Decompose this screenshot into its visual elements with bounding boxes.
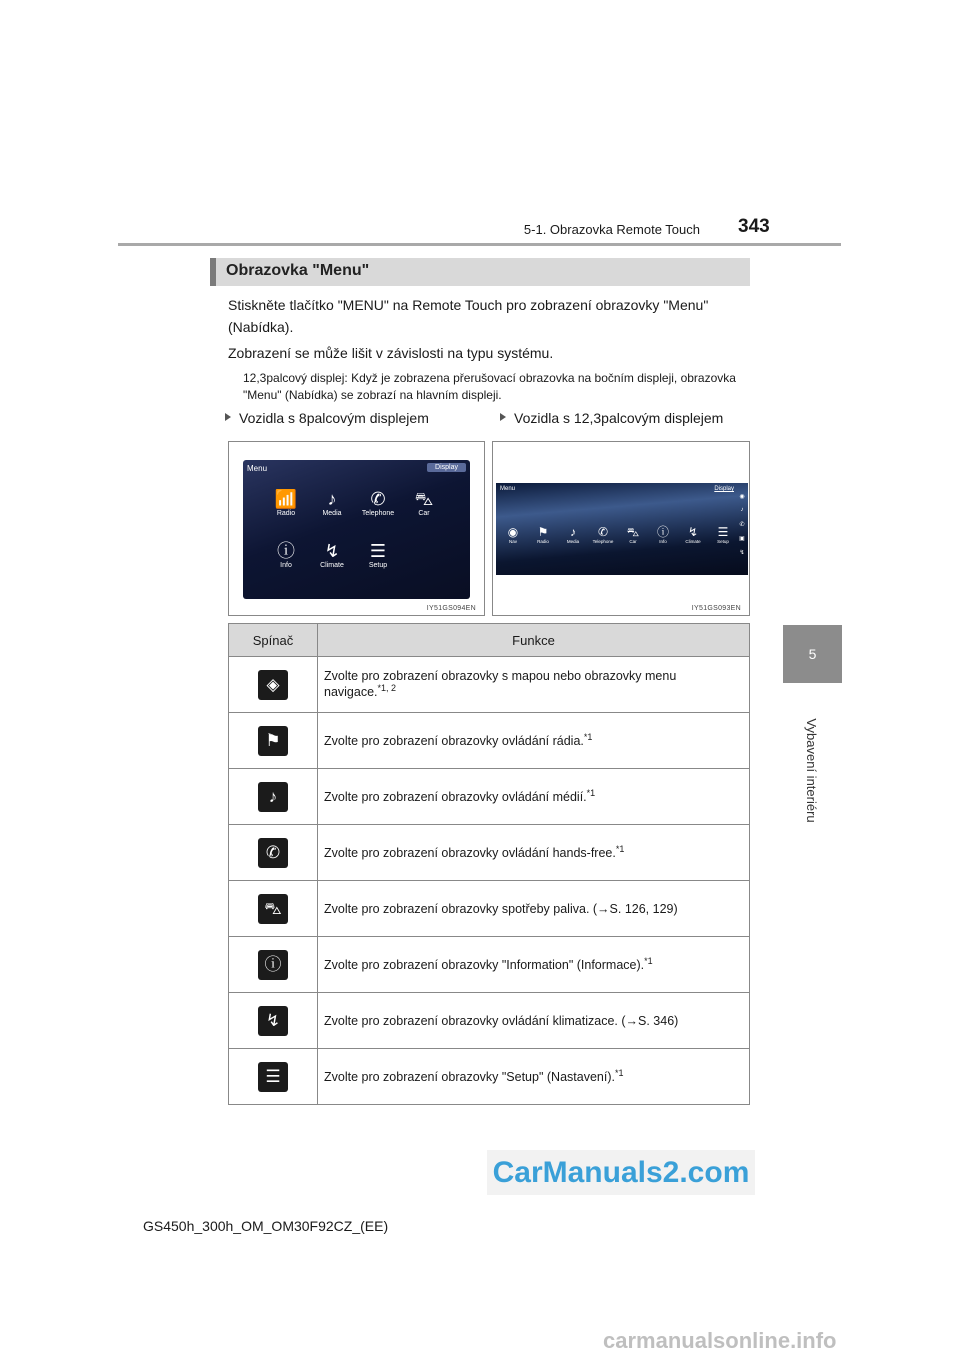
info-icon: ⓘ: [656, 525, 669, 539]
footnote-ref: *1: [583, 732, 593, 743]
chapter-number: 5: [808, 646, 817, 662]
telephone-icon: ✆: [370, 489, 386, 509]
info-item: ⓘ Info: [648, 525, 678, 544]
radio-icon: 📶: [274, 489, 298, 509]
climate-icon: ↯: [687, 525, 699, 539]
row-text: Zvolte pro zobrazení obrazovky s mapou nebo obrazovky menu navigace.: [324, 669, 677, 700]
media-item: ♪ Media: [558, 525, 588, 544]
footnote-ref: *1: [615, 844, 625, 855]
media-icon: ♪: [570, 525, 576, 539]
table-row: [229, 1049, 750, 1105]
radio-icon: ⚑: [537, 525, 549, 539]
car-icon: ⛍: [414, 489, 434, 509]
side-climate-icon: ↯: [739, 550, 745, 556]
radio-item: ⚑ Radio: [528, 525, 558, 544]
radio-icon: ⚑: [258, 726, 288, 756]
climate-icon: ↯: [258, 1006, 288, 1036]
row-text: Zvolte pro zobrazení obrazovky ovládání hands-free.: [324, 846, 616, 861]
function-table: [228, 623, 750, 1105]
footnote-ref: *1: [644, 956, 653, 967]
variation-paragraph: Zobrazení se může lišit v závislosti na typu systému.: [228, 345, 554, 361]
display-button: Display: [714, 486, 734, 492]
menu-screen-12inch: [496, 483, 748, 575]
display-button: Display: [427, 463, 466, 472]
row-text: Zvolte pro zobrazení obrazovky ovládání klimatizace. (→S. 346): [324, 1014, 679, 1029]
setup-icon: ☰: [258, 1062, 288, 1092]
table-row: [229, 993, 750, 1049]
column-header-switch: Spínač: [229, 624, 318, 657]
setup-item: ☰ Setup: [355, 540, 401, 569]
screenshot-12inch: [492, 441, 750, 616]
navigation-icon: ◉: [507, 525, 519, 539]
chapter-tab: [783, 625, 842, 683]
page-number: 343: [738, 216, 770, 237]
setup-item: ☰ Setup: [708, 525, 738, 544]
telephone-icon: ✆: [258, 838, 288, 868]
telephone-item: ✆ Telephone: [588, 525, 618, 544]
climate-icon: ↯: [324, 541, 340, 561]
section-heading: [210, 258, 750, 286]
watermark-link[interactable]: CarManuals2.com: [487, 1150, 755, 1195]
navigation-icon: ◈: [258, 670, 288, 700]
section-title: 5-1. Obrazovka Remote Touch: [523, 222, 700, 237]
section-heading-text: Obrazovka "Menu": [226, 262, 370, 279]
car-icon: ⛍: [626, 525, 640, 539]
image-code: IY51GS094EN: [426, 605, 476, 612]
row-text: Zvolte pro zobrazení obrazovky ovládání rádia.: [324, 734, 584, 749]
side-media-icon: ♪: [740, 507, 744, 513]
car-item: ⛍ Car: [618, 525, 648, 544]
table-row: [229, 881, 750, 937]
image-code: IY51GS093EN: [691, 605, 741, 612]
menu-title: Menu: [500, 486, 516, 492]
watermark-footer: carmanualsonline.info: [603, 1328, 837, 1353]
subhead-8inch: Vozidla s 8palcovým displejem: [225, 410, 429, 426]
chapter-label: Vybavení interiéru: [804, 718, 819, 823]
row-text: Zvolte pro zobrazení obrazovky "Information" (Informace).: [324, 958, 645, 973]
climate-item: ↯ Climate: [309, 540, 355, 569]
setup-icon: ☰: [717, 525, 729, 539]
triangle-bullet-icon: [225, 413, 231, 421]
table-row: [229, 769, 750, 825]
row-text: Zvolte pro zobrazení obrazovky "Setup" (Nastavení).: [324, 1070, 615, 1085]
footnote-ref: *1: [586, 788, 596, 799]
table-row: [229, 937, 750, 993]
car-item: ⛍ Car: [401, 488, 447, 517]
table-row: [229, 825, 750, 881]
row-text: Zvolte pro zobrazení obrazovky spotřeby paliva. (→S. 126, 129): [324, 902, 678, 917]
telephone-item: ✆ Telephone: [355, 488, 401, 517]
nav-item: ◉ Nav: [498, 525, 528, 544]
column-header-function: Funkce: [318, 624, 750, 657]
row-text: Zvolte pro zobrazení obrazovky ovládání médií.: [324, 790, 587, 805]
radio-item: 📶 Radio: [263, 488, 309, 517]
table-header-row: [229, 624, 750, 657]
display-note: 12,3palcový displej: Když je zobrazena přerušovací obrazovka na bočním displeji, obrazovka "Menu" (Nabídka) se zobrazí na hlavním displeji.: [243, 371, 736, 402]
side-home-icon: ◉: [739, 494, 745, 500]
info-icon: ⓘ: [277, 541, 295, 561]
menu-title: Menu: [247, 464, 268, 473]
media-icon: ♪: [327, 489, 337, 509]
screenshot-8inch: [228, 441, 485, 616]
intro-paragraph: Stiskněte tlačítko "MENU" na Remote Touch pro zobrazení obrazovky "Menu" (Nabídka).: [228, 297, 709, 335]
side-info-icon: ▣: [739, 536, 745, 542]
telephone-icon: ✆: [597, 525, 609, 539]
footnote-ref: *1: [614, 1068, 624, 1079]
info-icon: ⓘ: [258, 950, 288, 980]
media-item: ♪ Media: [309, 488, 355, 517]
car-icon: ⛍: [258, 894, 288, 924]
table-row: [229, 713, 750, 769]
info-item: ⓘ Info: [263, 540, 309, 569]
triangle-bullet-icon: [500, 413, 506, 421]
setup-icon: ☰: [369, 541, 387, 561]
media-icon: ♪: [258, 782, 288, 812]
footnote-ref: *1, 2: [377, 683, 397, 694]
menu-screen-8inch: [243, 460, 470, 599]
subhead-12inch: Vozidla s 12,3palcovým displejem: [500, 410, 723, 426]
climate-item: ↯ Climate: [678, 525, 708, 544]
header-rule: [118, 243, 841, 246]
document-code: GS450h_300h_OM_OM30F92CZ_(EE): [143, 1218, 389, 1234]
table-row: [229, 657, 750, 713]
side-phone-icon: ✆: [739, 522, 745, 528]
